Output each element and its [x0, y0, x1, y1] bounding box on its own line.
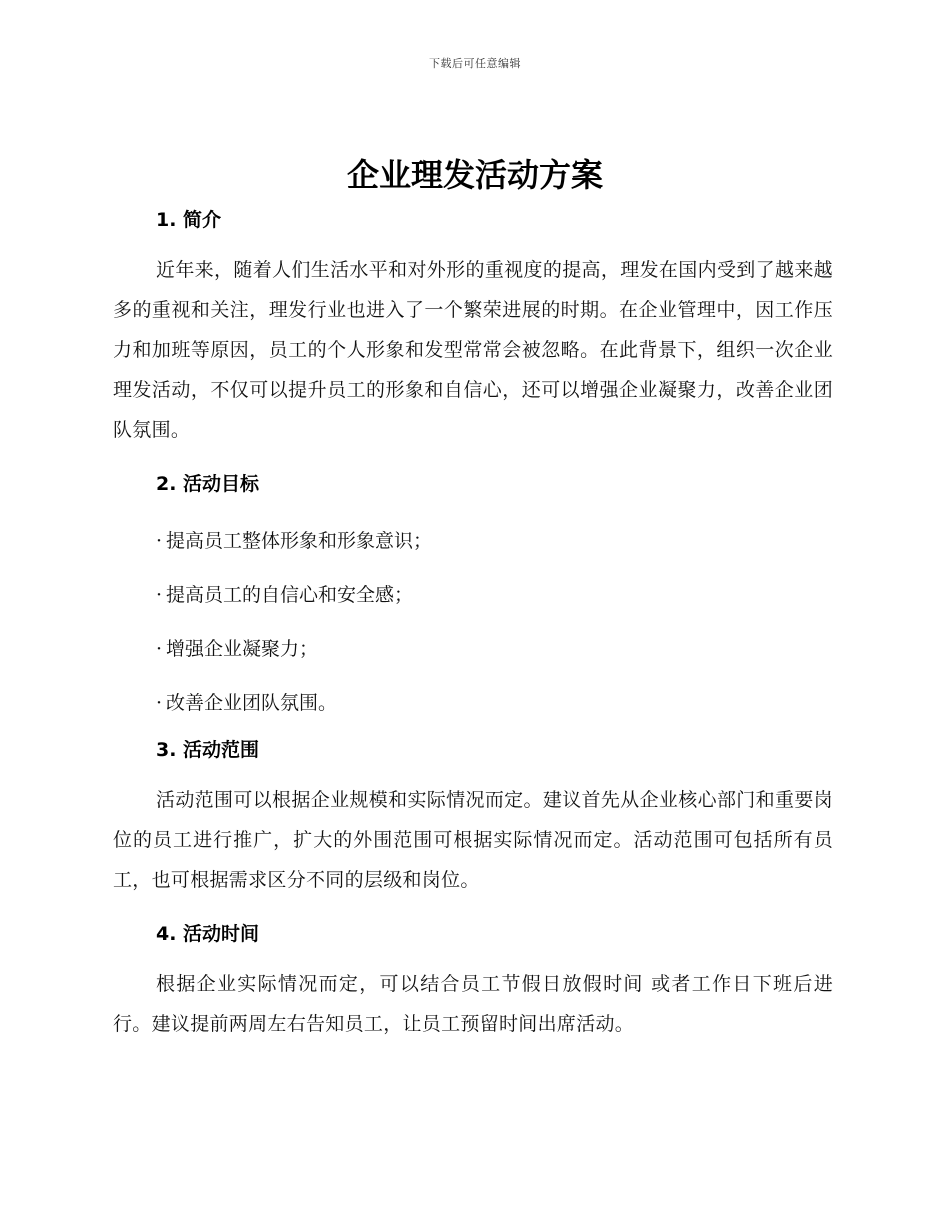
bullet-marker: ·	[156, 530, 163, 552]
bullet-marker: ·	[156, 638, 163, 660]
list-item-text: 改善企业团队氛围。	[166, 692, 338, 714]
section-heading-goals: 2. 活动目标	[156, 473, 260, 495]
list-item-text: 增强企业凝聚力；	[166, 638, 319, 660]
goals-list	[113, 514, 833, 730]
page-header-note: 下载后可任意编辑	[429, 57, 521, 70]
section-paragraph-scope: 活动范围可以根据企业规模和实际情况而定。建议首先从企业核心部门和重要岗位的员工进行推广，扩大的外围范围可根据实际情况而定。活动范围可包括所有员工，也可根据需求区分不同的层级和岗位。	[113, 789, 833, 891]
section-heading-time: 4. 活动时间	[156, 923, 260, 945]
list-item-text: 提高员工的自信心和安全感；	[166, 584, 414, 606]
section-paragraph-time: 根据企业实际情况而定，可以结合员工节假日放假时间 或者工作日下班后进行。建议提前两周左右告知员工，让员工预留时间出席活动。	[113, 973, 833, 1035]
list-item	[156, 676, 833, 730]
section-heading-intro: 1. 简介	[156, 209, 222, 231]
bullet-marker: ·	[156, 584, 163, 606]
bullet-marker: ·	[156, 692, 163, 714]
section-paragraph-intro: 近年来，随着人们生活水平和对外形的重视度的提高，理发在国内受到了越来越多的重视和关注，理发行业也进入了一个繁荣进展的时期。在企业管理中，因工作压力和加班等原因，员工的个人形象和发型常常会被忽略。在此背景下，组织一次企业理发活动，不仅可以提升员工的形象和自信心，还可以增强企业凝聚力，改善企业团队氛围。	[113, 259, 833, 441]
document-body	[113, 200, 833, 1044]
section-heading-scope: 3. 活动范围	[156, 739, 260, 761]
list-item-text: 提高员工整体形象和形象意识；	[166, 530, 433, 552]
document-title: 企业理发活动方案	[346, 156, 603, 194]
list-item	[156, 622, 833, 676]
list-item	[156, 514, 833, 568]
list-item	[156, 568, 833, 622]
